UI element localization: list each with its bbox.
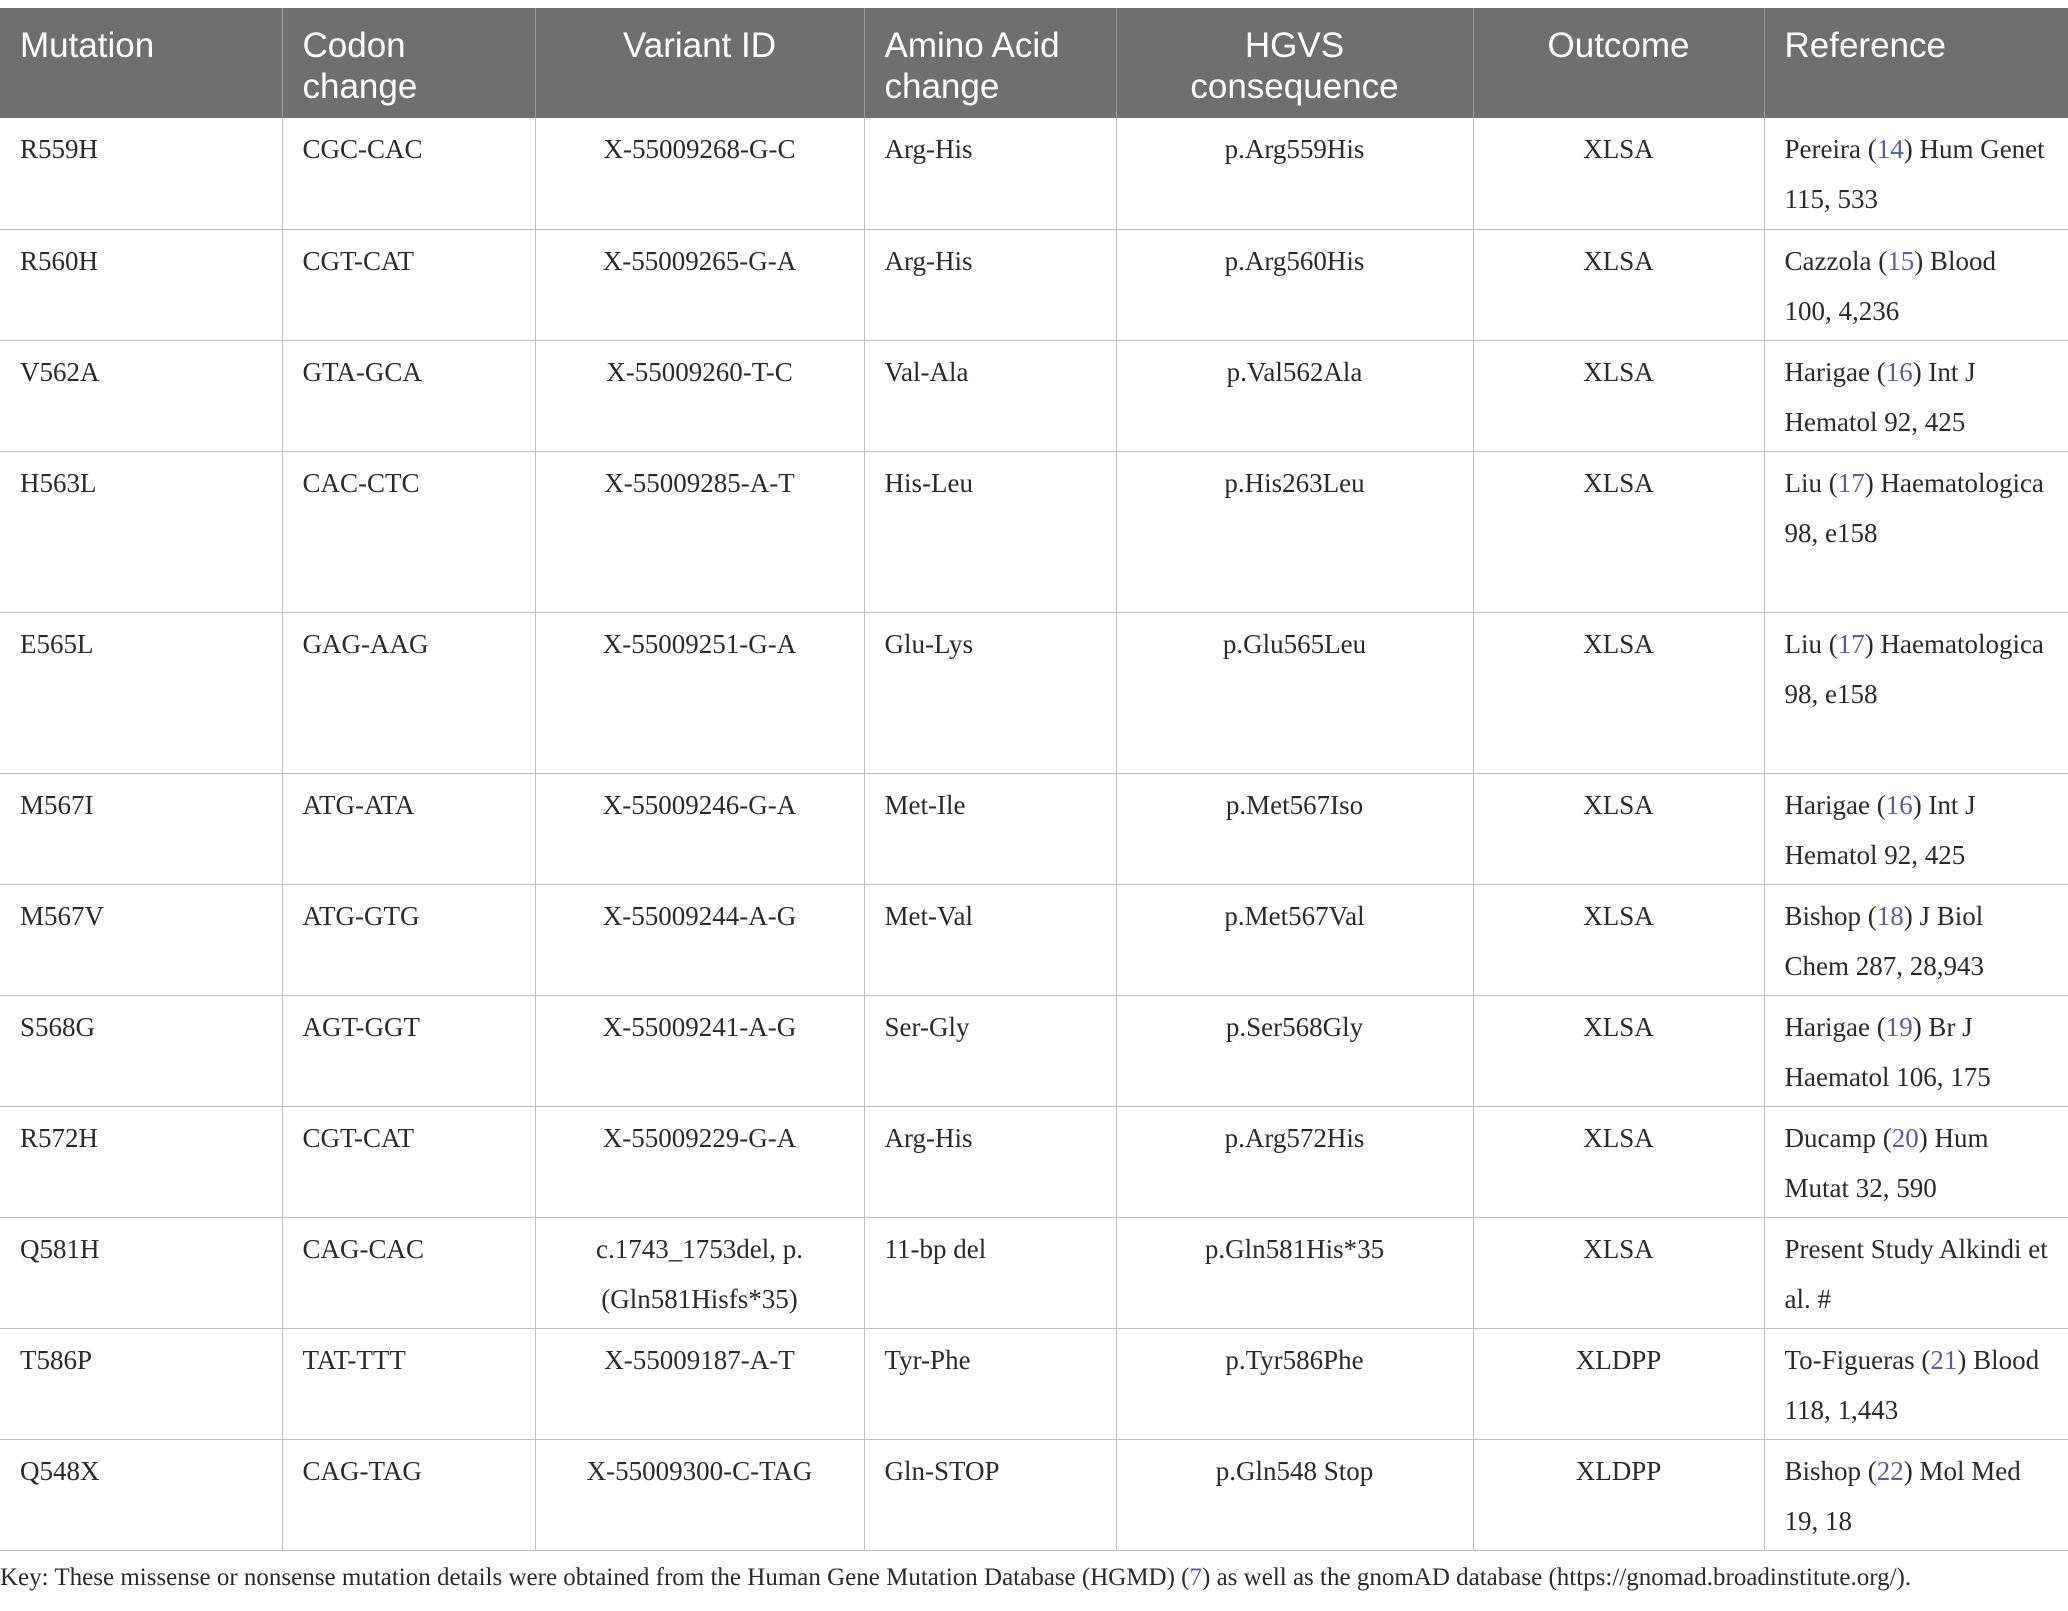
reference-author: Pereira ( <box>1784 134 1877 164</box>
cell-variant: X-55009229-G-A <box>535 1106 864 1217</box>
cell-hgvs: p.Met567Iso <box>1116 773 1473 884</box>
header-reference: Reference <box>1764 8 2068 118</box>
cell-hgvs: p.Tyr586Phe <box>1116 1328 1473 1439</box>
table-row <box>0 995 2068 1106</box>
table-row <box>0 773 2068 884</box>
cell-hgvs: p.Gln548 Stop <box>1116 1439 1473 1550</box>
cell-variant: X-55009268-G-C <box>535 118 864 229</box>
cell-codon: TAT-TTT <box>282 1328 535 1439</box>
reference-link[interactable]: 16 <box>1885 356 1913 387</box>
cell-codon: GAG-AAG <box>282 612 535 773</box>
cell-amino: Ser-Gly <box>864 995 1116 1106</box>
cell-codon: ATG-ATA <box>282 773 535 884</box>
cell-reference <box>1764 773 2068 884</box>
cell-outcome: XLSA <box>1473 612 1764 773</box>
reference-author: Ducamp ( <box>1784 1122 1892 1153</box>
cell-outcome: XLSA <box>1473 1106 1764 1217</box>
cell-hgvs: p.Arg572His <box>1116 1106 1473 1217</box>
cell-mutation: V562A <box>0 340 282 451</box>
cell-mutation: Q581H <box>0 1217 282 1328</box>
cell-amino: Met-Ile <box>864 773 1116 884</box>
cell-mutation: R559H <box>0 118 282 229</box>
cell-hgvs: p.Met567Val <box>1116 884 1473 995</box>
cell-reference <box>1764 118 2068 229</box>
table-row <box>0 1106 2068 1217</box>
table-row <box>0 612 2068 773</box>
cell-mutation: S568G <box>0 995 282 1106</box>
cell-amino: Tyr-Phe <box>864 1328 1116 1439</box>
cell-reference <box>1764 995 2068 1106</box>
reference-rest: ) Blood 100, 4,236 <box>1784 245 1996 326</box>
cell-amino: Arg-His <box>864 229 1116 340</box>
cell-amino: His-Leu <box>864 451 1116 612</box>
reference-rest: ) Haematologica 98, e158 <box>1784 467 2044 548</box>
cell-amino: Val-Ala <box>864 340 1116 451</box>
cell-hgvs: p.Ser568Gly <box>1116 995 1473 1106</box>
reference-author: Harigae ( <box>1784 789 1886 820</box>
cell-mutation: H563L <box>0 451 282 612</box>
cell-hgvs: p.Val562Ala <box>1116 340 1473 451</box>
cell-outcome: XLSA <box>1473 229 1764 340</box>
cell-variant: X-55009246-G-A <box>535 773 864 884</box>
table-row <box>0 451 2068 612</box>
cell-outcome: XLSA <box>1473 995 1764 1106</box>
table-row <box>0 1328 2068 1439</box>
table-footnote <box>0 1562 1911 1594</box>
reference-author: Cazzola ( <box>1784 245 1888 276</box>
reference-author: Harigae ( <box>1784 1011 1886 1042</box>
cell-codon: CAC-CTC <box>282 451 535 612</box>
cell-codon: CGT-CAT <box>282 1106 535 1217</box>
cell-hgvs: p.Gln581His*35 <box>1116 1217 1473 1328</box>
cell-hgvs: p.Arg559His <box>1116 118 1473 229</box>
cell-reference <box>1764 1328 2068 1439</box>
cell-amino: Met-Val <box>864 884 1116 995</box>
cell-mutation: M567V <box>0 884 282 995</box>
cell-outcome: XLSA <box>1473 884 1764 995</box>
reference-author: Bishop ( <box>1784 1455 1877 1486</box>
cell-codon: CGT-CAT <box>282 229 535 340</box>
reference-link[interactable]: 20 <box>1891 1122 1919 1153</box>
cell-reference <box>1764 451 2068 612</box>
footnote-text-before: Key: These missense or nonsense mutation details were obtained from the Human Gene Mutation Database (HGMD) ( <box>0 1564 1190 1591</box>
cell-reference <box>1764 884 2068 995</box>
cell-codon: CGC-CAC <box>282 118 535 229</box>
cell-reference <box>1764 229 2068 340</box>
cell-reference <box>1764 1439 2068 1550</box>
table-row <box>0 884 2068 995</box>
header-hgvs-consequence: HGVS consequence <box>1116 8 1473 118</box>
reference-author: Bishop ( <box>1784 900 1877 931</box>
reference-rest: ) Hum Genet 115, 533 <box>1784 134 2045 214</box>
reference-rest: ) Int J Hematol 92, 425 <box>1784 356 1976 437</box>
table-header-row <box>0 8 2068 118</box>
cell-codon: ATG-GTG <box>282 884 535 995</box>
cell-outcome: XLDPP <box>1473 1328 1764 1439</box>
reference-link[interactable]: 17 <box>1837 628 1865 659</box>
header-variant-id: Variant ID <box>535 8 864 118</box>
reference-rest: ) Mol Med 19, 18 <box>1784 1455 2021 1536</box>
cell-codon: CAG-TAG <box>282 1439 535 1550</box>
cell-amino: Gln-STOP <box>864 1439 1116 1550</box>
cell-variant: X-55009260-T-C <box>535 340 864 451</box>
cell-outcome: XLSA <box>1473 773 1764 884</box>
cell-reference <box>1764 1106 2068 1217</box>
cell-reference <box>1764 1217 2068 1328</box>
reference-author: Present Study Alkindi et al. # <box>1784 1233 2048 1314</box>
reference-author: Harigae ( <box>1784 356 1886 387</box>
reference-link[interactable]: 22 <box>1876 1455 1904 1486</box>
reference-rest: ) Br J Haematol 106, 175 <box>1784 1011 1991 1092</box>
cell-variant: X-55009265-G-A <box>535 229 864 340</box>
cell-amino: Arg-His <box>864 118 1116 229</box>
cell-mutation: R560H <box>0 229 282 340</box>
reference-rest: ) Hum Mutat 32, 590 <box>1784 1122 1989 1203</box>
table-row <box>0 340 2068 451</box>
cell-outcome: XLSA <box>1473 118 1764 229</box>
reference-author: To-Figueras ( <box>1784 1344 1931 1375</box>
header-outcome: Outcome <box>1473 8 1764 118</box>
reference-link[interactable]: 21 <box>1930 1344 1958 1375</box>
reference-rest: ) Int J Hematol 92, 425 <box>1784 789 1976 870</box>
table-row <box>0 229 2068 340</box>
table-row <box>0 1217 2068 1328</box>
cell-codon: AGT-GGT <box>282 995 535 1106</box>
header-amino-acid-change: Amino Acid change <box>864 8 1116 118</box>
header-codon-change: Codon change <box>282 8 535 118</box>
cell-reference <box>1764 612 2068 773</box>
cell-variant: X-55009244-A-G <box>535 884 864 995</box>
cell-mutation: R572H <box>0 1106 282 1217</box>
footnote-text-after: ) as well as the gnomAD database (https://gnomad.broadinstitute.org/). <box>1202 1564 1912 1591</box>
reference-link[interactable]: 18 <box>1876 900 1904 931</box>
header-mutation: Mutation <box>20 26 155 65</box>
cell-codon: CAG-CAC <box>282 1217 535 1328</box>
cell-outcome: XLDPP <box>1473 1439 1764 1550</box>
cell-variant: X-55009187-A-T <box>535 1328 864 1439</box>
reference-link[interactable]: 19 <box>1885 1011 1913 1042</box>
cell-mutation: M567I <box>0 773 282 884</box>
cell-outcome: XLSA <box>1473 451 1764 612</box>
reference-link[interactable]: 14 <box>1876 134 1904 164</box>
reference-rest: ) Blood 118, 1,443 <box>1784 1344 2040 1425</box>
cell-codon: GTA-GCA <box>282 340 535 451</box>
cell-variant: X-55009300-C-TAG <box>535 1439 864 1550</box>
cell-mutation: Q548X <box>0 1439 282 1550</box>
cell-hgvs: p.His263Leu <box>1116 451 1473 612</box>
cell-hgvs: p.Arg560His <box>1116 229 1473 340</box>
mutation-table <box>0 8 2068 1551</box>
cell-mutation: T586P <box>0 1328 282 1439</box>
cell-variant: X-55009251-G-A <box>535 612 864 773</box>
reference-author: Liu ( <box>1784 467 1838 498</box>
reference-link[interactable]: 17 <box>1837 467 1865 498</box>
reference-link[interactable]: 16 <box>1885 789 1913 820</box>
mutation-table-container <box>0 8 2068 1551</box>
cell-reference <box>1764 340 2068 451</box>
reference-author: Liu ( <box>1784 628 1838 659</box>
cell-outcome: XLSA <box>1473 1217 1764 1328</box>
reference-link[interactable]: 15 <box>1887 245 1915 276</box>
cell-amino: Arg-His <box>864 1106 1116 1217</box>
cell-variant: X-55009285-A-T <box>535 451 864 612</box>
cell-mutation: E565L <box>0 612 282 773</box>
reference-rest: ) J Biol Chem 287, 28,943 <box>1784 900 1984 981</box>
table-row <box>0 118 2068 229</box>
cell-hgvs: p.Glu565Leu <box>1116 612 1473 773</box>
cell-variant: c.1743_1753del, p.(Gln581Hisfs*35) <box>535 1217 864 1328</box>
cell-amino: 11-bp del <box>864 1217 1116 1328</box>
footnote-reference-link[interactable]: 7 <box>1189 1564 1203 1591</box>
cell-outcome: XLSA <box>1473 340 1764 451</box>
cell-amino: Glu-Lys <box>864 612 1116 773</box>
reference-rest: ) Haematologica 98, e158 <box>1784 628 2044 709</box>
table-row <box>0 1439 2068 1550</box>
cell-variant: X-55009241-A-G <box>535 995 864 1106</box>
